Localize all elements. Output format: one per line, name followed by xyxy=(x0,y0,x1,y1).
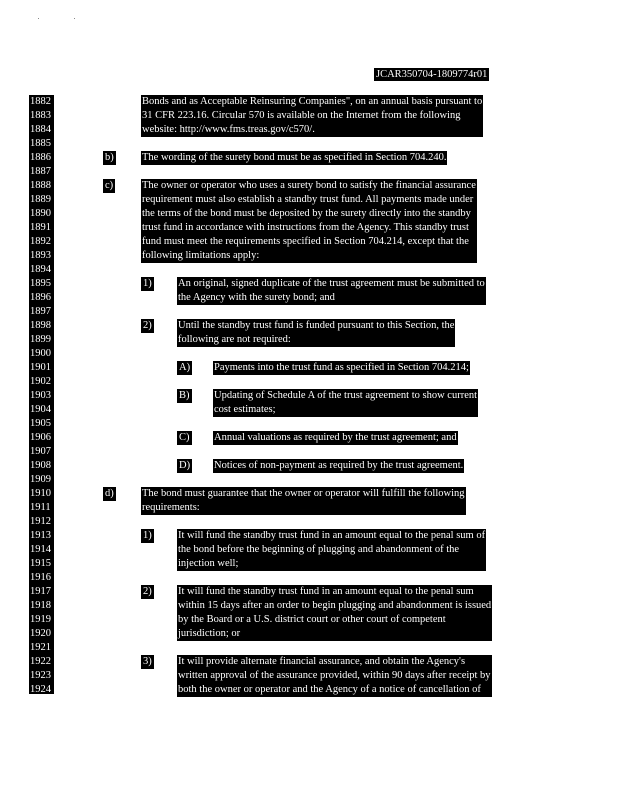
item-marker-b: B) xyxy=(179,390,190,401)
line-number: 1901 xyxy=(30,362,51,373)
text-line: following limitations apply: xyxy=(141,249,477,263)
text-line: by the Board or a U.S. district court or other court of competent xyxy=(177,613,492,627)
text-line: Updating of Schedule A of the trust agreement to show current xyxy=(214,390,478,401)
text-line: trust fund in accordance with instructions from the Agency. This standby trust xyxy=(141,221,477,235)
line-number: 1909 xyxy=(30,474,51,485)
text-line: following are not required: xyxy=(177,333,455,347)
line-number: 1899 xyxy=(30,334,51,345)
text-line: Bonds and as Acceptable Reinsuring Companies", on an annual basis pursuant to xyxy=(142,96,483,107)
line-number: 1891 xyxy=(30,222,51,233)
section-marker-b: b) xyxy=(105,152,114,163)
document-id: JCAR350704-1809774r01 xyxy=(376,69,488,80)
line-number: 1917 xyxy=(30,586,51,597)
line-number: 1921 xyxy=(30,642,51,653)
intro-paragraph xyxy=(141,95,483,137)
section-marker-d: d) xyxy=(105,488,114,499)
line-number: 1924 xyxy=(30,684,51,695)
line-number: 1906 xyxy=(30,432,51,443)
line-number: 1888 xyxy=(30,180,51,191)
line-number: 1902 xyxy=(30,376,51,387)
subsection-marker-d3: 3) xyxy=(143,656,152,667)
scan-speck xyxy=(38,18,39,19)
subsection-d2-paragraph xyxy=(177,585,492,641)
subsection-c1-paragraph xyxy=(177,277,486,305)
text-line: requirement must also establish a standby trust fund. All payments made under xyxy=(141,193,477,207)
line-number: 1919 xyxy=(30,614,51,625)
section-b-paragraph xyxy=(141,151,447,165)
line-number: 1911 xyxy=(30,502,51,513)
item-c-text xyxy=(213,431,458,445)
line-number: 1918 xyxy=(30,600,51,611)
subsection-d3-paragraph xyxy=(177,655,492,697)
line-number: 1915 xyxy=(30,558,51,569)
text-line: Payments into the trust fund as specified in Section 704.214; xyxy=(214,362,469,373)
line-number: 1896 xyxy=(30,292,51,303)
item-marker-a: A) xyxy=(179,362,191,373)
line-number: 1914 xyxy=(30,544,51,555)
subsection-d1-paragraph xyxy=(177,529,486,571)
subsection-marker-c2: 2) xyxy=(143,320,152,331)
line-number: 1904 xyxy=(30,404,51,415)
text-line: injection well; xyxy=(177,557,486,571)
item-a-text xyxy=(213,361,470,375)
text-line: requirements: xyxy=(141,501,466,515)
subsection-marker-c1: 1) xyxy=(143,278,152,289)
text-line: jurisdiction; or xyxy=(177,627,492,641)
text-line: both the owner or operator and the Agency of a notice of cancellation of xyxy=(177,683,492,697)
line-number: 1883 xyxy=(30,110,51,121)
line-number: 1894 xyxy=(30,264,51,275)
scan-speck xyxy=(74,18,75,19)
text-line: the bond before the beginning of plugging and abandonment of the xyxy=(177,543,486,557)
line-number: 1923 xyxy=(30,670,51,681)
text-line: written approval of the assurance provided, within 90 days after receipt by xyxy=(178,670,491,681)
line-number: 1887 xyxy=(30,166,51,177)
line-number: 1912 xyxy=(30,516,51,527)
line-number: 1913 xyxy=(30,530,51,541)
text-line: Annual valuations as required by the trust agreement; and xyxy=(214,432,457,443)
line-number: 1907 xyxy=(30,446,51,457)
line-number: 1886 xyxy=(30,152,51,163)
line-number: 1903 xyxy=(30,390,51,401)
text-line: The owner or operator who uses a surety bond to satisfy the financial assurance xyxy=(142,180,476,191)
text-line: It will fund the standby trust fund in an amount equal to the penal sum xyxy=(177,585,492,599)
subsection-marker-d2: 2) xyxy=(143,586,152,597)
line-number: 1897 xyxy=(30,306,51,317)
item-d-text xyxy=(213,459,464,473)
subsection-marker-d1: 1) xyxy=(143,530,152,541)
line-number: 1893 xyxy=(30,250,51,261)
text-line: 31 CFR 223.16. Circular 570 is available on the Internet from the following xyxy=(141,109,483,123)
line-number: 1922 xyxy=(30,656,51,667)
text-line: It will provide alternate financial assurance, and obtain the Agency's xyxy=(177,655,492,669)
line-number: 1895 xyxy=(30,278,51,289)
line-number: 1916 xyxy=(30,572,51,583)
line-number: 1920 xyxy=(30,628,51,639)
section-d-paragraph xyxy=(141,487,466,515)
line-number: 1905 xyxy=(30,418,51,429)
line-number: 1900 xyxy=(30,348,51,359)
text-line: An original, signed duplicate of the trust agreement must be submitted to xyxy=(178,278,485,289)
subsection-c2-paragraph xyxy=(177,319,455,347)
line-number: 1882 xyxy=(30,96,51,107)
line-number: 1910 xyxy=(30,488,51,499)
text-line: the terms of the bond must be deposited by the surety directly into the standby xyxy=(141,207,477,221)
line-number: 1908 xyxy=(30,460,51,471)
text-line: Until the standby trust fund is funded pursuant to this Section, the xyxy=(178,320,455,331)
line-number: 1889 xyxy=(30,194,51,205)
section-marker-c: c) xyxy=(105,180,114,191)
line-number: 1892 xyxy=(30,236,51,247)
line-number: 1885 xyxy=(30,138,51,149)
line-number: 1890 xyxy=(30,208,51,219)
text-line: fund must meet the requirements specified in Section 704.214, except that the xyxy=(141,235,477,249)
item-b-text xyxy=(213,389,478,417)
text-line: Notices of non-payment as required by the trust agreement. xyxy=(214,460,464,471)
text-line: It will fund the standby trust fund in an amount equal to the penal sum of xyxy=(178,530,486,541)
item-marker-d: D) xyxy=(179,460,191,471)
text-line: within 15 days after an order to begin plugging and abandonment is issued xyxy=(178,600,492,611)
text-line: The bond must guarantee that the owner or operator will fulfill the following xyxy=(142,488,465,499)
item-marker-c: C) xyxy=(179,432,190,443)
line-number: 1884 xyxy=(30,124,51,135)
text-line: website: http://www.fms.treas.gov/c570/. xyxy=(141,123,483,137)
section-c-paragraph xyxy=(141,179,477,263)
text-line: The wording of the surety bond must be as specified in Section 704.240. xyxy=(142,152,447,163)
text-line: the Agency with the surety bond; and xyxy=(177,291,486,305)
line-number: 1898 xyxy=(30,320,51,331)
text-line: cost estimates; xyxy=(213,403,478,417)
